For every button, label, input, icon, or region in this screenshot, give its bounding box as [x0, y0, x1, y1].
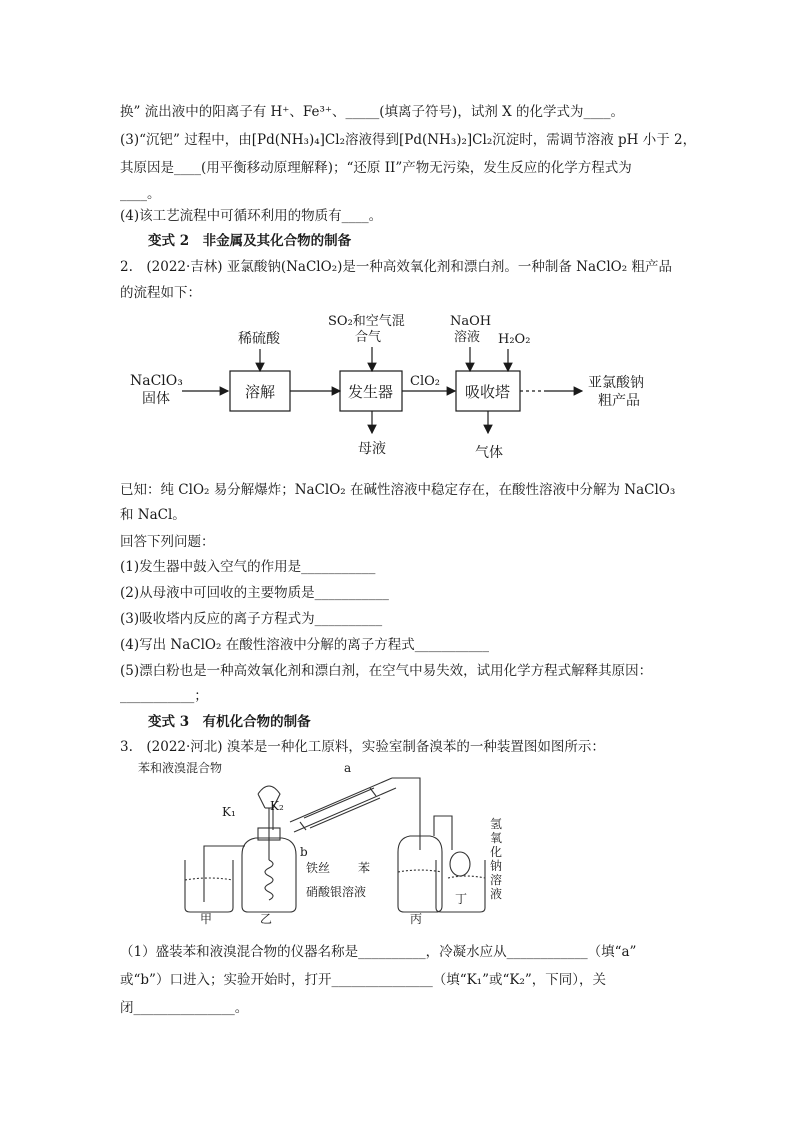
label-bing: 丙: [410, 912, 423, 925]
label-mix: 苯和液溴混合物: [138, 761, 223, 775]
svg-text:溶解: 溶解: [245, 383, 276, 401]
label-agno3: 硝酸银溶液: [306, 885, 367, 899]
flow-gas-out: 气体: [475, 445, 503, 461]
question-2-stem-cont: 的流程如下：: [120, 285, 201, 301]
flow-h2o2-label: H₂O₂: [498, 332, 531, 347]
flow-input-label-2: 固体: [142, 391, 170, 407]
flow-clo2-label: ClO₂: [410, 374, 440, 389]
flow-acid-label: 稀硫酸: [238, 331, 280, 347]
svg-text:钠: 钠: [490, 859, 503, 873]
svg-text:粗产品: 粗产品: [598, 393, 640, 409]
label-jia: 甲: [200, 912, 213, 925]
svg-text:氧: 氧: [490, 831, 503, 845]
question-3-stem: 3. (2022·河北) 溴苯是一种化工原料，实验室制备溴苯的一种装置图如图所示：: [120, 739, 605, 755]
svg-text:合气: 合气: [355, 330, 382, 345]
iron-coil: [265, 860, 273, 900]
svg-text:液: 液: [490, 887, 503, 901]
sub-question-3-1-cont: 或“b”）口进入；实验开始时，打开_______________（填“K₁”或“K₂”，下同），关: [120, 972, 607, 988]
label-yi: 乙: [260, 912, 273, 925]
label-k1: K₁: [222, 805, 236, 819]
label-k2: K₂: [270, 799, 284, 813]
text-line-4: ____。: [120, 186, 161, 202]
svg-text:吸收塔: 吸收塔: [465, 383, 511, 401]
label-b: b: [300, 845, 308, 859]
section-heading-2: 变式 2 非金属及其化合物的制备: [148, 233, 352, 249]
sub-question-5-blank: ___________；: [120, 688, 208, 704]
svg-text:溶: 溶: [490, 873, 503, 887]
beaker-jia: [185, 860, 233, 912]
section-heading-3: 变式 3 有机化合物的制备: [148, 714, 311, 730]
svg-text:氢: 氢: [490, 817, 503, 831]
sub-question-5: (5)漂白粉也是一种高效氧化剂和漂白剂，在空气中易失效，试用化学方程式解释其原因：: [120, 663, 653, 679]
known-info: 已知：纯 ClO₂ 易分解爆炸；NaClO₂ 在碱性溶液中稳定存在，在酸性溶液中分解为 NaClO₃: [120, 482, 676, 498]
question-2-stem: 2. (2022·吉林) 亚氯酸钠(NaClO₂)是一种高效氧化剂和漂白剂。一种制备 NaClO₂ 粗产品: [120, 259, 672, 275]
sub-question-1: (1)发生器中鼓入空气的作用是___________: [120, 559, 376, 575]
flow-chart: [120, 305, 660, 470]
flow-input-label: NaClO₃: [130, 373, 183, 389]
svg-text:化: 化: [490, 845, 503, 859]
flow-gas-in-label: SO₂和空气混: [328, 314, 405, 329]
svg-text:发生器: 发生器: [348, 383, 394, 401]
flow-mother-liquor: 母液: [358, 441, 386, 457]
label-a: a: [344, 761, 352, 775]
sub-question-3: (3)吸收塔内反应的离子方程式为__________: [120, 611, 383, 627]
sub-question-2: (2)从母液中可回收的主要物质是___________: [120, 585, 389, 601]
text-line-1: 换” 流出液中的阳离子有 H⁺、Fe³⁺、_____(填离子符号)，试剂 X 的化学式为____。: [120, 104, 625, 120]
sub-question-3-1: （1）盛装苯和液溴混合物的仪器名称是__________，冷凝水应从____________（填“a”: [120, 944, 637, 960]
text-line-5: (4)该工艺流程中可循环利用的物质有____。: [120, 208, 383, 224]
flow-product-label: 亚氯酸钠: [588, 375, 644, 391]
apparatus-diagram: [130, 760, 510, 925]
label-iron: 铁丝: [306, 861, 331, 875]
text-line-3: 其原因是____(用平衡移动原理解释)；“还原 II”产物无污染，发生反应的化学方程式为: [120, 160, 632, 176]
svg-text:溶液: 溶液: [454, 330, 481, 345]
flow-naoh-label: NaOH: [450, 314, 492, 329]
known-info-cont: 和 NaCl。: [120, 507, 186, 523]
sub-question-3-1-end: 闭_______________。: [120, 1000, 249, 1016]
label-benzene: 苯: [358, 861, 371, 875]
label-ding: 丁: [455, 892, 468, 906]
answer-prompt: 回答下列问题：: [120, 534, 215, 550]
text-line-2: (3)“沉钯” 过程中，由[Pd(NH₃)₄]Cl₂溶液得到[Pd(NH₃)₂]Cl₂沉淀时，需调节溶液 pH 小于 2，: [120, 132, 697, 148]
sub-question-4: (4)写出 NaClO₂ 在酸性溶液中分解的离子方程式___________: [120, 637, 489, 653]
condenser: [290, 778, 396, 832]
